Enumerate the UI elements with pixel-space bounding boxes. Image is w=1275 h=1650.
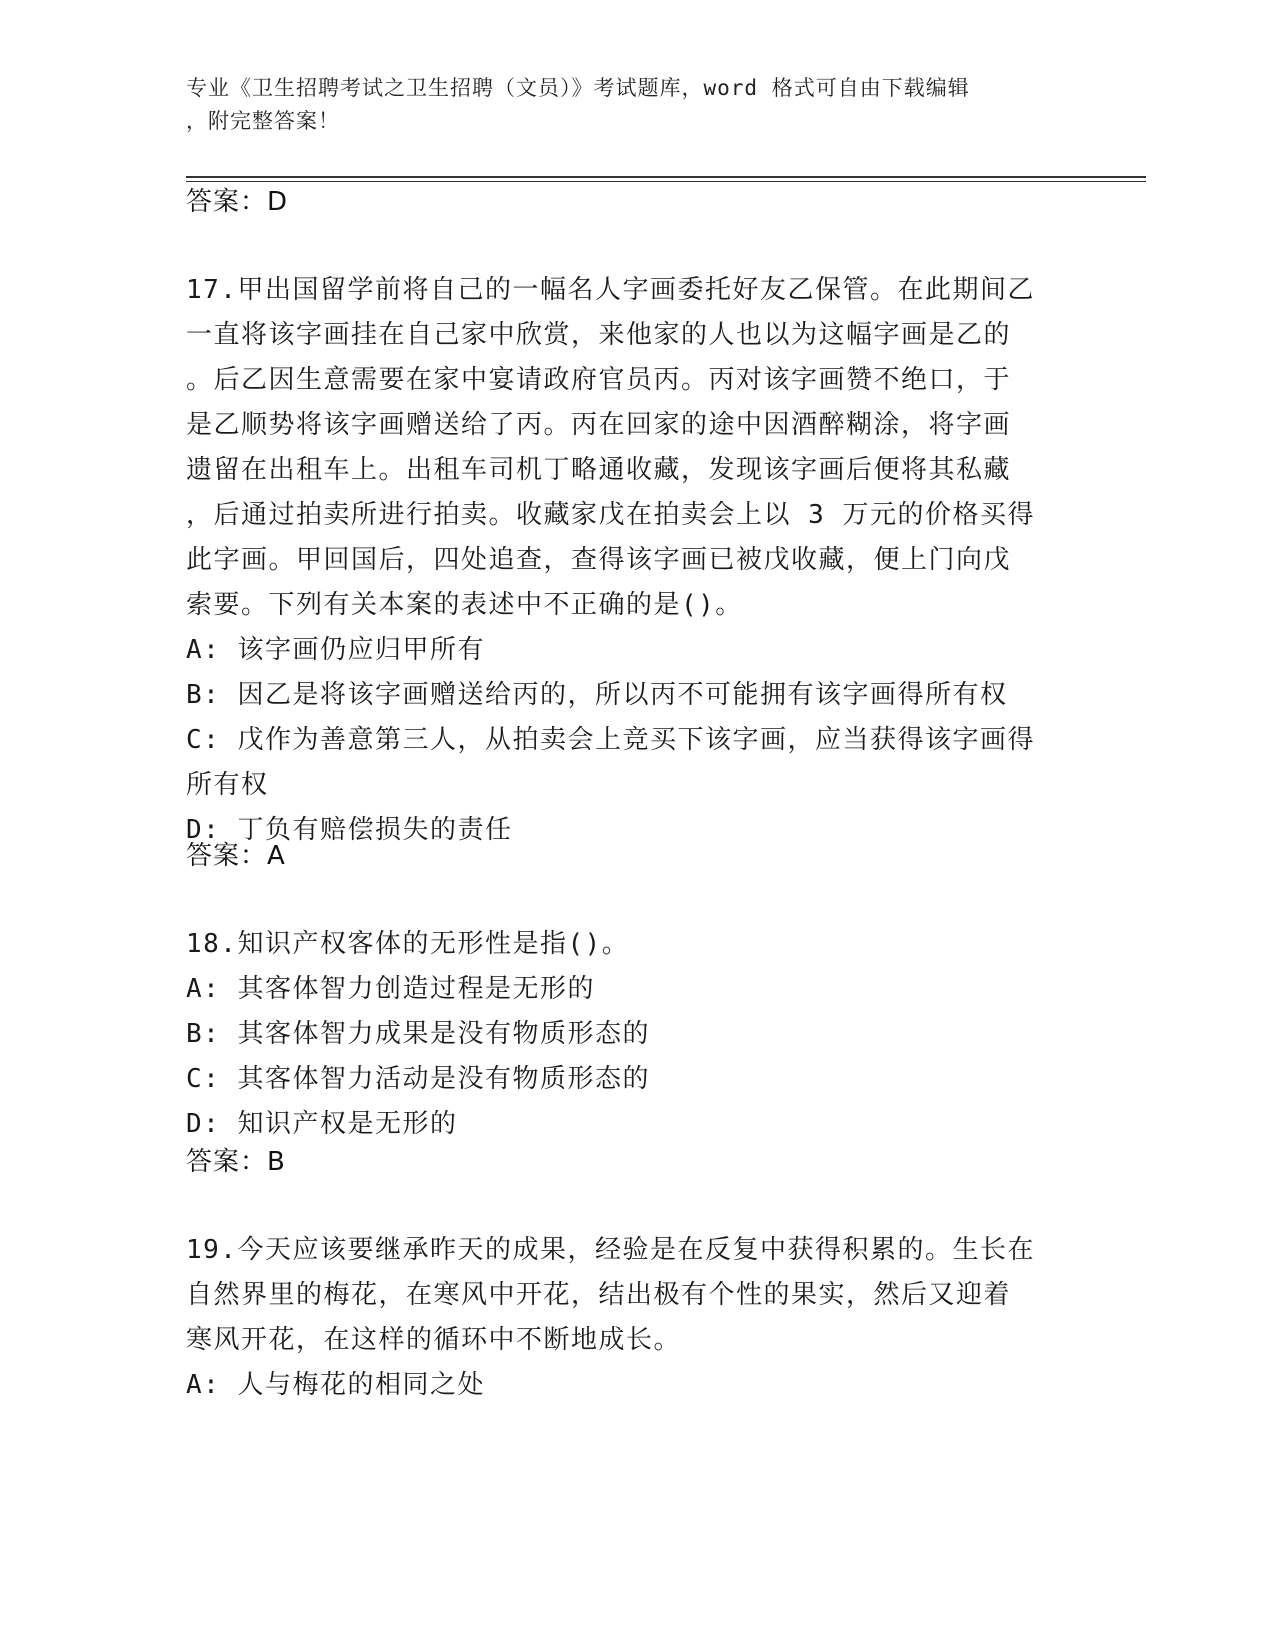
question-17 — [186, 268, 1066, 853]
q17-answer — [186, 836, 285, 876]
option-d: D: 知识产权是无形的 — [186, 1109, 458, 1139]
header-line-1: 专业《卫生招聘考试之卫生招聘（文员）》考试题库，word 格式可自由下载编辑 — [186, 76, 970, 100]
q18-answer — [186, 1142, 285, 1182]
answer-value: B — [267, 1147, 285, 1177]
question-text-line: 一直将该字画挂在自己家中欣赏，来他家的人也以为这幅字画是乙的 — [186, 320, 1012, 350]
answer-value: A — [267, 841, 285, 871]
question-text-line: 17.甲出国留学前将自己的一幅名人字画委托好友乙保管。在此期间乙 — [186, 275, 1035, 305]
answer-value: D — [267, 187, 288, 217]
question-19 — [186, 1228, 1066, 1408]
option-a: A: 其客体智力创造过程是无形的 — [186, 974, 595, 1004]
answer-label: 答案： — [186, 1147, 268, 1177]
answer-label: 答案： — [186, 841, 268, 871]
question-text-line: 寒风开花，在这样的循环中不断地成长。 — [186, 1325, 682, 1355]
q16-answer — [186, 182, 287, 222]
option-c: C: 戊作为善意第三人，从拍卖会上竞买下该字画，应当获得该字画得 — [186, 725, 1035, 755]
answer-label: 答案： — [186, 187, 268, 217]
option-b: B: 因乙是将该字画赠送给丙的，所以丙不可能拥有该字画得所有权 — [186, 680, 1008, 710]
question-18 — [186, 922, 1066, 1147]
header-divider-thick — [186, 176, 1146, 178]
question-text-line: 。后乙因生意需要在家中宴请政府官员丙。丙对该字画赞不绝口，于 — [186, 365, 1012, 395]
header-divider-thin — [186, 181, 1146, 182]
question-text-line: ，后通过拍卖所进行拍卖。收藏家戊在拍卖会上以 3 万元的价格买得 — [186, 500, 1035, 530]
option-a: A: 该字画仍应归甲所有 — [186, 635, 485, 665]
question-text-line: 是乙顺势将该字画赠送给了丙。丙在回家的途中因酒醉糊涂，将字画 — [186, 410, 1012, 440]
question-text-line: 遗留在出租车上。出租车司机丁略通收藏，发现该字画后便将其私藏 — [186, 455, 1012, 485]
option-a: A: 人与梅花的相同之处 — [186, 1370, 485, 1400]
option-c: C: 其客体智力活动是没有物质形态的 — [186, 1064, 650, 1094]
question-text-line: 18.知识产权客体的无形性是指()。 — [186, 929, 630, 959]
document-header — [186, 72, 1066, 138]
question-text-line: 此字画。甲回国后，四处追查，查得该字画已被戊收藏，便上门向戊 — [186, 545, 1012, 575]
question-text-line: 19.今天应该要继承昨天的成果，经验是在反复中获得积累的。生长在 — [186, 1235, 1035, 1265]
question-text-line: 索要。下列有关本案的表述中不正确的是()。 — [186, 590, 743, 620]
option-b: B: 其客体智力成果是没有物质形态的 — [186, 1019, 650, 1049]
option-d: D: 丁负有赔偿损失的责任 — [186, 815, 513, 845]
question-text-line: 自然界里的梅花，在寒风中开花，结出极有个性的果实，然后又迎着 — [186, 1280, 1012, 1310]
header-line-2: ，附完整答案！ — [186, 109, 340, 133]
option-c-continued: 所有权 — [186, 770, 269, 800]
